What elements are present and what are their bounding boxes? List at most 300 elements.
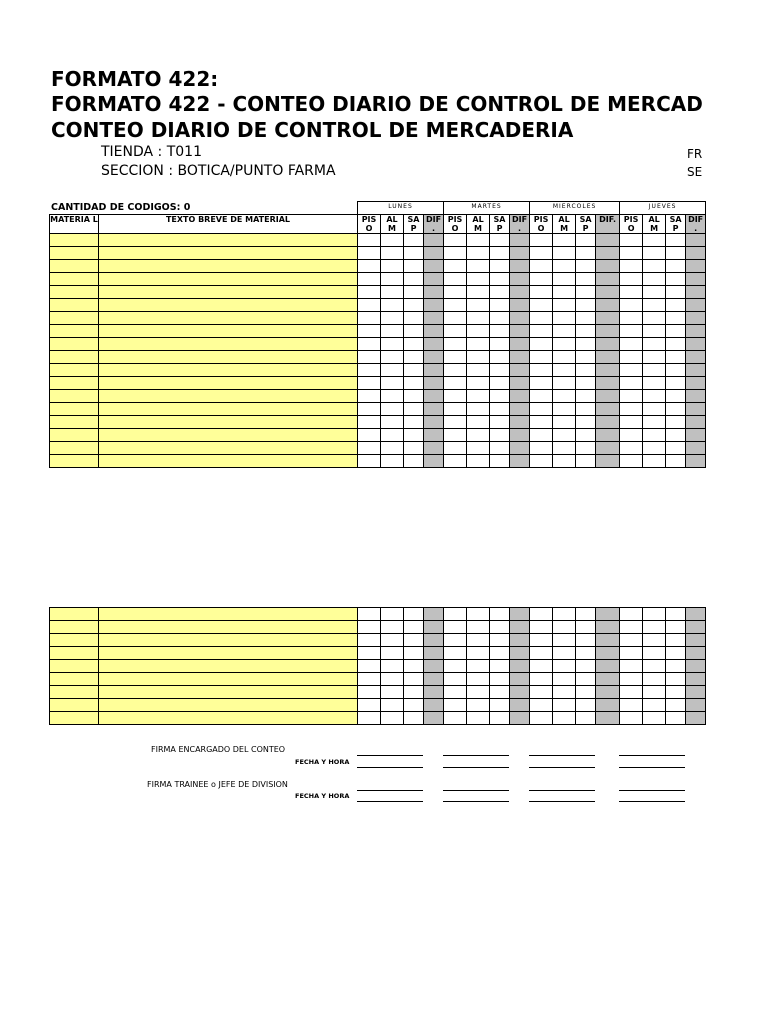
count-cell[interactable]	[404, 416, 424, 429]
count-cell[interactable]	[381, 416, 404, 429]
count-cell[interactable]	[490, 455, 510, 468]
count-cell[interactable]	[686, 247, 706, 260]
count-cell[interactable]	[510, 312, 530, 325]
count-cell[interactable]	[358, 686, 381, 699]
count-cell[interactable]	[666, 455, 686, 468]
count-cell[interactable]	[467, 234, 490, 247]
count-cell[interactable]	[444, 312, 467, 325]
count-cell[interactable]	[576, 377, 596, 390]
count-cell[interactable]	[510, 673, 530, 686]
count-cell[interactable]	[530, 325, 553, 338]
count-cell[interactable]	[530, 338, 553, 351]
texto-cell[interactable]	[99, 660, 358, 673]
count-cell[interactable]	[510, 247, 530, 260]
count-cell[interactable]	[510, 325, 530, 338]
count-cell[interactable]	[620, 660, 643, 673]
count-cell[interactable]	[686, 660, 706, 673]
count-cell[interactable]	[530, 621, 553, 634]
signature-line[interactable]	[529, 755, 595, 756]
count-cell[interactable]	[381, 621, 404, 634]
count-cell[interactable]	[404, 403, 424, 416]
count-cell[interactable]	[444, 299, 467, 312]
count-cell[interactable]	[381, 312, 404, 325]
count-cell[interactable]	[404, 712, 424, 725]
count-cell[interactable]	[444, 377, 467, 390]
texto-cell[interactable]	[99, 455, 358, 468]
count-cell[interactable]	[620, 325, 643, 338]
count-cell[interactable]	[686, 312, 706, 325]
count-cell[interactable]	[530, 686, 553, 699]
count-cell[interactable]	[404, 364, 424, 377]
count-cell[interactable]	[381, 429, 404, 442]
count-cell[interactable]	[666, 621, 686, 634]
count-cell[interactable]	[576, 299, 596, 312]
count-cell[interactable]	[643, 660, 666, 673]
count-cell[interactable]	[576, 351, 596, 364]
count-cell[interactable]	[686, 377, 706, 390]
count-cell[interactable]	[530, 234, 553, 247]
count-cell[interactable]	[358, 673, 381, 686]
count-cell[interactable]	[530, 712, 553, 725]
material-cell[interactable]	[50, 712, 99, 725]
count-cell[interactable]	[596, 312, 620, 325]
count-cell[interactable]	[620, 429, 643, 442]
count-cell[interactable]	[576, 673, 596, 686]
count-cell[interactable]	[530, 390, 553, 403]
count-cell[interactable]	[643, 286, 666, 299]
count-cell[interactable]	[444, 364, 467, 377]
count-cell[interactable]	[643, 234, 666, 247]
material-cell[interactable]	[50, 660, 99, 673]
texto-cell[interactable]	[99, 377, 358, 390]
count-cell[interactable]	[444, 325, 467, 338]
count-cell[interactable]	[686, 364, 706, 377]
count-cell[interactable]	[467, 351, 490, 364]
count-cell[interactable]	[404, 429, 424, 442]
count-cell[interactable]	[381, 286, 404, 299]
count-cell[interactable]	[643, 621, 666, 634]
count-cell[interactable]	[510, 286, 530, 299]
count-cell[interactable]	[358, 608, 381, 621]
material-cell[interactable]	[50, 377, 99, 390]
count-cell[interactable]	[530, 403, 553, 416]
count-cell[interactable]	[424, 634, 444, 647]
count-cell[interactable]	[620, 377, 643, 390]
count-cell[interactable]	[596, 351, 620, 364]
count-cell[interactable]	[686, 234, 706, 247]
count-cell[interactable]	[467, 390, 490, 403]
count-cell[interactable]	[490, 673, 510, 686]
count-cell[interactable]	[686, 686, 706, 699]
count-cell[interactable]	[620, 712, 643, 725]
count-cell[interactable]	[576, 608, 596, 621]
count-cell[interactable]	[643, 260, 666, 273]
texto-cell[interactable]	[99, 312, 358, 325]
count-cell[interactable]	[666, 608, 686, 621]
count-cell[interactable]	[576, 621, 596, 634]
count-cell[interactable]	[686, 634, 706, 647]
count-cell[interactable]	[444, 247, 467, 260]
count-cell[interactable]	[490, 286, 510, 299]
count-cell[interactable]	[530, 377, 553, 390]
count-cell[interactable]	[686, 712, 706, 725]
count-cell[interactable]	[424, 699, 444, 712]
material-cell[interactable]	[50, 273, 99, 286]
count-cell[interactable]	[553, 299, 576, 312]
count-cell[interactable]	[358, 338, 381, 351]
count-cell[interactable]	[490, 634, 510, 647]
count-cell[interactable]	[620, 442, 643, 455]
count-cell[interactable]	[444, 455, 467, 468]
count-cell[interactable]	[666, 312, 686, 325]
material-cell[interactable]	[50, 403, 99, 416]
count-cell[interactable]	[576, 364, 596, 377]
count-cell[interactable]	[467, 247, 490, 260]
count-cell[interactable]	[553, 608, 576, 621]
count-cell[interactable]	[381, 673, 404, 686]
count-cell[interactable]	[381, 260, 404, 273]
count-cell[interactable]	[404, 621, 424, 634]
signature-line[interactable]	[357, 801, 423, 802]
count-cell[interactable]	[381, 390, 404, 403]
count-cell[interactable]	[490, 608, 510, 621]
count-cell[interactable]	[576, 647, 596, 660]
count-cell[interactable]	[686, 673, 706, 686]
count-cell[interactable]	[643, 429, 666, 442]
count-cell[interactable]	[424, 429, 444, 442]
count-cell[interactable]	[490, 442, 510, 455]
count-cell[interactable]	[666, 686, 686, 699]
count-cell[interactable]	[666, 429, 686, 442]
count-cell[interactable]	[510, 647, 530, 660]
count-cell[interactable]	[404, 377, 424, 390]
count-cell[interactable]	[444, 260, 467, 273]
count-cell[interactable]	[553, 712, 576, 725]
count-cell[interactable]	[596, 338, 620, 351]
count-cell[interactable]	[404, 647, 424, 660]
count-cell[interactable]	[404, 634, 424, 647]
material-cell[interactable]	[50, 234, 99, 247]
count-cell[interactable]	[620, 390, 643, 403]
count-cell[interactable]	[576, 442, 596, 455]
count-cell[interactable]	[686, 608, 706, 621]
count-cell[interactable]	[424, 403, 444, 416]
count-cell[interactable]	[424, 712, 444, 725]
count-cell[interactable]	[643, 608, 666, 621]
material-cell[interactable]	[50, 621, 99, 634]
count-cell[interactable]	[530, 608, 553, 621]
material-cell[interactable]	[50, 286, 99, 299]
signature-line[interactable]	[529, 790, 595, 791]
count-cell[interactable]	[553, 699, 576, 712]
count-cell[interactable]	[490, 416, 510, 429]
count-cell[interactable]	[404, 312, 424, 325]
count-cell[interactable]	[686, 455, 706, 468]
count-cell[interactable]	[467, 377, 490, 390]
count-cell[interactable]	[643, 455, 666, 468]
count-cell[interactable]	[358, 364, 381, 377]
count-cell[interactable]	[666, 647, 686, 660]
material-cell[interactable]	[50, 608, 99, 621]
count-cell[interactable]	[404, 660, 424, 673]
count-cell[interactable]	[490, 621, 510, 634]
count-cell[interactable]	[553, 364, 576, 377]
count-cell[interactable]	[358, 660, 381, 673]
count-cell[interactable]	[666, 699, 686, 712]
signature-line[interactable]	[529, 767, 595, 768]
count-cell[interactable]	[530, 351, 553, 364]
count-cell[interactable]	[530, 455, 553, 468]
count-cell[interactable]	[530, 299, 553, 312]
material-cell[interactable]	[50, 299, 99, 312]
count-cell[interactable]	[424, 621, 444, 634]
count-cell[interactable]	[620, 699, 643, 712]
count-cell[interactable]	[381, 338, 404, 351]
signature-line[interactable]	[619, 801, 685, 802]
count-cell[interactable]	[686, 325, 706, 338]
count-cell[interactable]	[490, 351, 510, 364]
count-cell[interactable]	[424, 608, 444, 621]
material-cell[interactable]	[50, 686, 99, 699]
count-cell[interactable]	[424, 325, 444, 338]
count-cell[interactable]	[686, 442, 706, 455]
material-cell[interactable]	[50, 673, 99, 686]
count-cell[interactable]	[424, 647, 444, 660]
count-cell[interactable]	[643, 273, 666, 286]
count-cell[interactable]	[530, 273, 553, 286]
count-cell[interactable]	[596, 286, 620, 299]
count-cell[interactable]	[553, 647, 576, 660]
count-cell[interactable]	[510, 416, 530, 429]
signature-line[interactable]	[619, 767, 685, 768]
signature-line[interactable]	[357, 767, 423, 768]
count-cell[interactable]	[467, 442, 490, 455]
count-cell[interactable]	[596, 634, 620, 647]
count-cell[interactable]	[510, 634, 530, 647]
count-cell[interactable]	[666, 390, 686, 403]
count-cell[interactable]	[404, 338, 424, 351]
material-cell[interactable]	[50, 699, 99, 712]
material-cell[interactable]	[50, 390, 99, 403]
texto-cell[interactable]	[99, 325, 358, 338]
count-cell[interactable]	[596, 403, 620, 416]
count-cell[interactable]	[467, 647, 490, 660]
count-cell[interactable]	[643, 299, 666, 312]
count-cell[interactable]	[553, 416, 576, 429]
count-cell[interactable]	[510, 364, 530, 377]
count-cell[interactable]	[530, 247, 553, 260]
count-cell[interactable]	[576, 273, 596, 286]
count-cell[interactable]	[666, 416, 686, 429]
count-cell[interactable]	[576, 429, 596, 442]
count-cell[interactable]	[620, 416, 643, 429]
count-cell[interactable]	[381, 351, 404, 364]
count-cell[interactable]	[686, 390, 706, 403]
count-cell[interactable]	[358, 247, 381, 260]
count-cell[interactable]	[381, 377, 404, 390]
count-cell[interactable]	[620, 260, 643, 273]
count-cell[interactable]	[424, 455, 444, 468]
count-cell[interactable]	[404, 234, 424, 247]
count-cell[interactable]	[358, 234, 381, 247]
count-cell[interactable]	[553, 429, 576, 442]
count-cell[interactable]	[620, 338, 643, 351]
count-cell[interactable]	[490, 260, 510, 273]
count-cell[interactable]	[530, 312, 553, 325]
count-cell[interactable]	[358, 403, 381, 416]
count-cell[interactable]	[553, 273, 576, 286]
material-cell[interactable]	[50, 325, 99, 338]
count-cell[interactable]	[381, 455, 404, 468]
count-cell[interactable]	[666, 442, 686, 455]
count-cell[interactable]	[424, 660, 444, 673]
count-cell[interactable]	[553, 686, 576, 699]
count-cell[interactable]	[553, 377, 576, 390]
count-cell[interactable]	[424, 260, 444, 273]
count-cell[interactable]	[596, 260, 620, 273]
count-cell[interactable]	[643, 416, 666, 429]
count-cell[interactable]	[686, 647, 706, 660]
count-cell[interactable]	[576, 260, 596, 273]
count-cell[interactable]	[596, 712, 620, 725]
count-cell[interactable]	[424, 377, 444, 390]
count-cell[interactable]	[666, 273, 686, 286]
count-cell[interactable]	[596, 660, 620, 673]
count-cell[interactable]	[510, 390, 530, 403]
count-cell[interactable]	[596, 247, 620, 260]
count-cell[interactable]	[467, 673, 490, 686]
texto-cell[interactable]	[99, 699, 358, 712]
count-cell[interactable]	[666, 299, 686, 312]
count-cell[interactable]	[424, 686, 444, 699]
count-cell[interactable]	[596, 647, 620, 660]
count-cell[interactable]	[490, 647, 510, 660]
count-cell[interactable]	[596, 608, 620, 621]
count-cell[interactable]	[490, 686, 510, 699]
count-cell[interactable]	[666, 364, 686, 377]
count-cell[interactable]	[424, 364, 444, 377]
material-cell[interactable]	[50, 247, 99, 260]
count-cell[interactable]	[490, 377, 510, 390]
count-cell[interactable]	[643, 673, 666, 686]
count-cell[interactable]	[643, 634, 666, 647]
count-cell[interactable]	[358, 699, 381, 712]
count-cell[interactable]	[510, 403, 530, 416]
count-cell[interactable]	[358, 416, 381, 429]
count-cell[interactable]	[530, 416, 553, 429]
material-cell[interactable]	[50, 338, 99, 351]
count-cell[interactable]	[467, 699, 490, 712]
count-cell[interactable]	[510, 429, 530, 442]
count-cell[interactable]	[490, 429, 510, 442]
count-cell[interactable]	[666, 234, 686, 247]
count-cell[interactable]	[576, 234, 596, 247]
texto-cell[interactable]	[99, 403, 358, 416]
count-cell[interactable]	[553, 634, 576, 647]
count-cell[interactable]	[490, 390, 510, 403]
count-cell[interactable]	[686, 416, 706, 429]
count-cell[interactable]	[686, 338, 706, 351]
count-cell[interactable]	[510, 234, 530, 247]
count-cell[interactable]	[666, 712, 686, 725]
count-cell[interactable]	[358, 286, 381, 299]
count-cell[interactable]	[643, 351, 666, 364]
count-cell[interactable]	[510, 260, 530, 273]
count-cell[interactable]	[424, 673, 444, 686]
texto-cell[interactable]	[99, 442, 358, 455]
count-cell[interactable]	[358, 442, 381, 455]
count-cell[interactable]	[424, 247, 444, 260]
count-cell[interactable]	[553, 286, 576, 299]
count-cell[interactable]	[576, 416, 596, 429]
count-cell[interactable]	[686, 286, 706, 299]
count-cell[interactable]	[404, 299, 424, 312]
count-cell[interactable]	[381, 660, 404, 673]
count-cell[interactable]	[576, 390, 596, 403]
count-cell[interactable]	[643, 247, 666, 260]
texto-cell[interactable]	[99, 338, 358, 351]
count-cell[interactable]	[358, 429, 381, 442]
count-cell[interactable]	[530, 429, 553, 442]
count-cell[interactable]	[643, 712, 666, 725]
count-cell[interactable]	[381, 299, 404, 312]
signature-line[interactable]	[357, 790, 423, 791]
count-cell[interactable]	[686, 351, 706, 364]
count-cell[interactable]	[358, 390, 381, 403]
count-cell[interactable]	[530, 442, 553, 455]
signature-line[interactable]	[357, 755, 423, 756]
count-cell[interactable]	[530, 634, 553, 647]
count-cell[interactable]	[530, 647, 553, 660]
count-cell[interactable]	[686, 260, 706, 273]
material-cell[interactable]	[50, 634, 99, 647]
count-cell[interactable]	[444, 234, 467, 247]
count-cell[interactable]	[530, 260, 553, 273]
material-cell[interactable]	[50, 351, 99, 364]
count-cell[interactable]	[424, 286, 444, 299]
count-cell[interactable]	[596, 686, 620, 699]
count-cell[interactable]	[596, 299, 620, 312]
count-cell[interactable]	[404, 260, 424, 273]
count-cell[interactable]	[643, 325, 666, 338]
count-cell[interactable]	[666, 351, 686, 364]
count-cell[interactable]	[444, 442, 467, 455]
count-cell[interactable]	[510, 686, 530, 699]
count-cell[interactable]	[510, 660, 530, 673]
count-cell[interactable]	[381, 712, 404, 725]
count-cell[interactable]	[596, 429, 620, 442]
count-cell[interactable]	[620, 647, 643, 660]
count-cell[interactable]	[686, 273, 706, 286]
count-cell[interactable]	[467, 260, 490, 273]
count-cell[interactable]	[553, 325, 576, 338]
count-cell[interactable]	[424, 312, 444, 325]
count-cell[interactable]	[381, 325, 404, 338]
count-cell[interactable]	[358, 647, 381, 660]
count-cell[interactable]	[510, 273, 530, 286]
count-cell[interactable]	[490, 247, 510, 260]
count-cell[interactable]	[643, 647, 666, 660]
texto-cell[interactable]	[99, 351, 358, 364]
count-cell[interactable]	[553, 455, 576, 468]
material-cell[interactable]	[50, 260, 99, 273]
count-cell[interactable]	[576, 455, 596, 468]
count-cell[interactable]	[444, 699, 467, 712]
count-cell[interactable]	[381, 364, 404, 377]
count-cell[interactable]	[424, 299, 444, 312]
count-cell[interactable]	[444, 403, 467, 416]
count-cell[interactable]	[666, 286, 686, 299]
